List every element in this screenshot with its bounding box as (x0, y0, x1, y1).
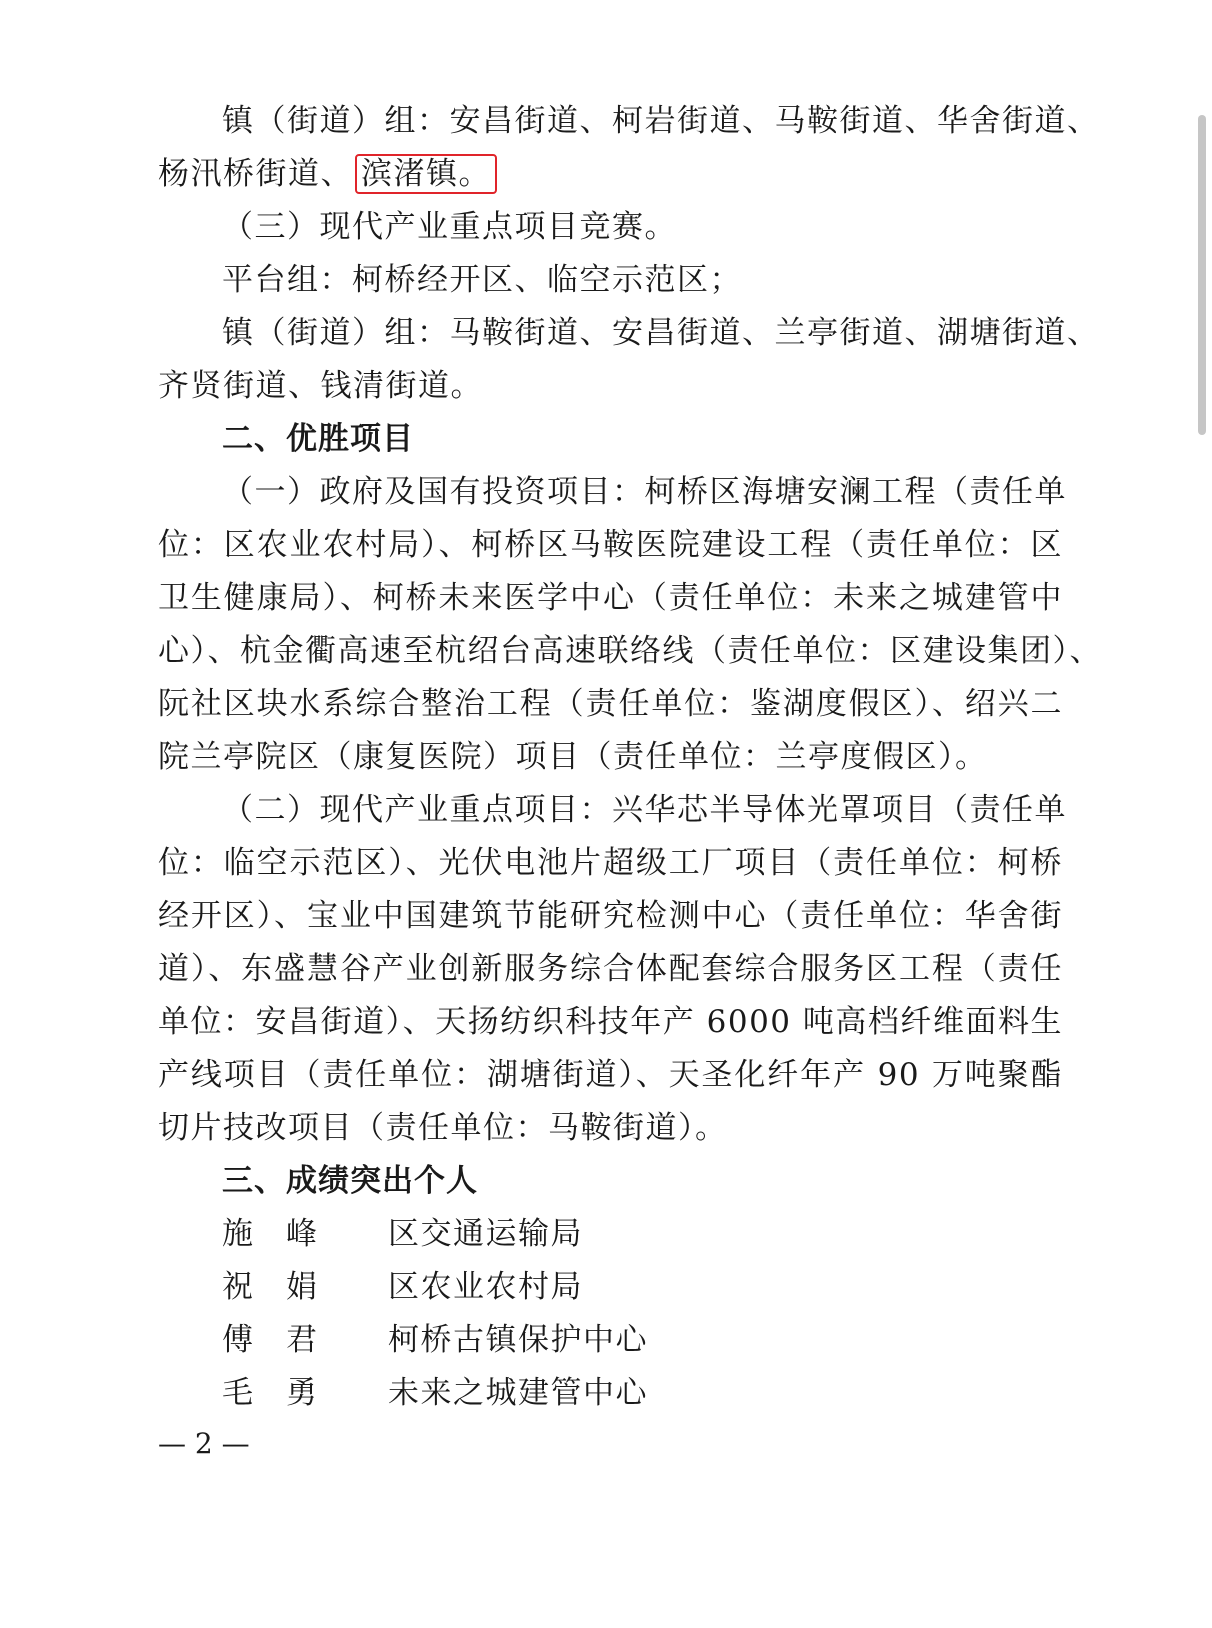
paragraph-line: 齐贤街道、钱清街道。 (158, 368, 483, 404)
person-name: 施 峰 (222, 1216, 318, 1252)
paragraph-line: 镇（街道）组：安昌街道、柯岩街道、马鞍街道、华舍街道、 (222, 103, 1100, 139)
paragraph-line: 经开区）、宝业中国建筑节能研究检测中心（责任单位：华舍街 (158, 898, 1063, 934)
paragraph-line: 位：临空示范区）、光伏电池片超级工厂项目（责任单位：柯桥 (158, 845, 1063, 881)
paragraph-line: 卫生健康局）、柯桥未来医学中心（责任单位：未来之城建管中 (158, 580, 1063, 616)
person-unit: 区农业农村局 (388, 1269, 583, 1305)
paragraph-line: 阮社区块水系综合整治工程（责任单位：鉴湖度假区）、绍兴二 (158, 686, 1063, 722)
highlighted-text: 滨渚镇。 (355, 154, 497, 194)
paragraph-line: 镇（街道）组：马鞍街道、安昌街道、兰亭街道、湖塘街道、 (222, 315, 1100, 351)
paragraph-line: 平台组：柯桥经开区、临空示范区； (222, 262, 742, 298)
paragraph-line: 位：区农业农村局）、柯桥区马鞍医院建设工程（责任单位：区 (158, 527, 1063, 563)
paragraph-line: 产线项目（责任单位：湖塘街道）、天圣化纤年产 90 万吨聚酯 (158, 1057, 1063, 1093)
paragraph-line: 切片技改项目（责任单位：马鞍街道）。 (158, 1110, 728, 1146)
person-name: 傅 君 (222, 1322, 318, 1358)
text-span: 杨汛桥街道、 (158, 156, 353, 192)
paragraph-line: 道）、东盛慧谷产业创新服务综合体配套综合服务区工程（责任 (158, 951, 1063, 987)
paragraph-line: 院兰亭院区（康复医院）项目（责任单位：兰亭度假区）。 (158, 739, 988, 775)
section-subheading: （三）现代产业重点项目竞赛。 (222, 209, 677, 245)
section-heading: 三、成绩突出个人 (222, 1163, 478, 1199)
paragraph-line: 单位：安昌街道）、天扬纺织科技年产 6000 吨高档纤维面料生 (158, 1004, 1063, 1040)
paragraph-line: （二）现代产业重点项目：兴华芯半导体光罩项目（责任单 (222, 792, 1067, 828)
paragraph-line: （一）政府及国有投资项目：柯桥区海塘安澜工程（责任单 (222, 474, 1067, 510)
person-unit: 区交通运输局 (388, 1216, 583, 1252)
paragraph-line: 心）、杭金衢高速至杭绍台高速联络线（责任单位：区建设集团）、 (158, 633, 1102, 669)
section-heading: 二、优胜项目 (222, 421, 414, 457)
scrollbar[interactable] (1198, 115, 1206, 435)
person-name: 毛 勇 (222, 1375, 318, 1411)
page-number: — 2 — (158, 1427, 250, 1460)
person-name: 祝 娟 (222, 1269, 318, 1305)
paragraph-line (158, 153, 1063, 195)
person-unit: 未来之城建管中心 (388, 1375, 648, 1411)
person-unit: 柯桥古镇保护中心 (388, 1322, 648, 1358)
